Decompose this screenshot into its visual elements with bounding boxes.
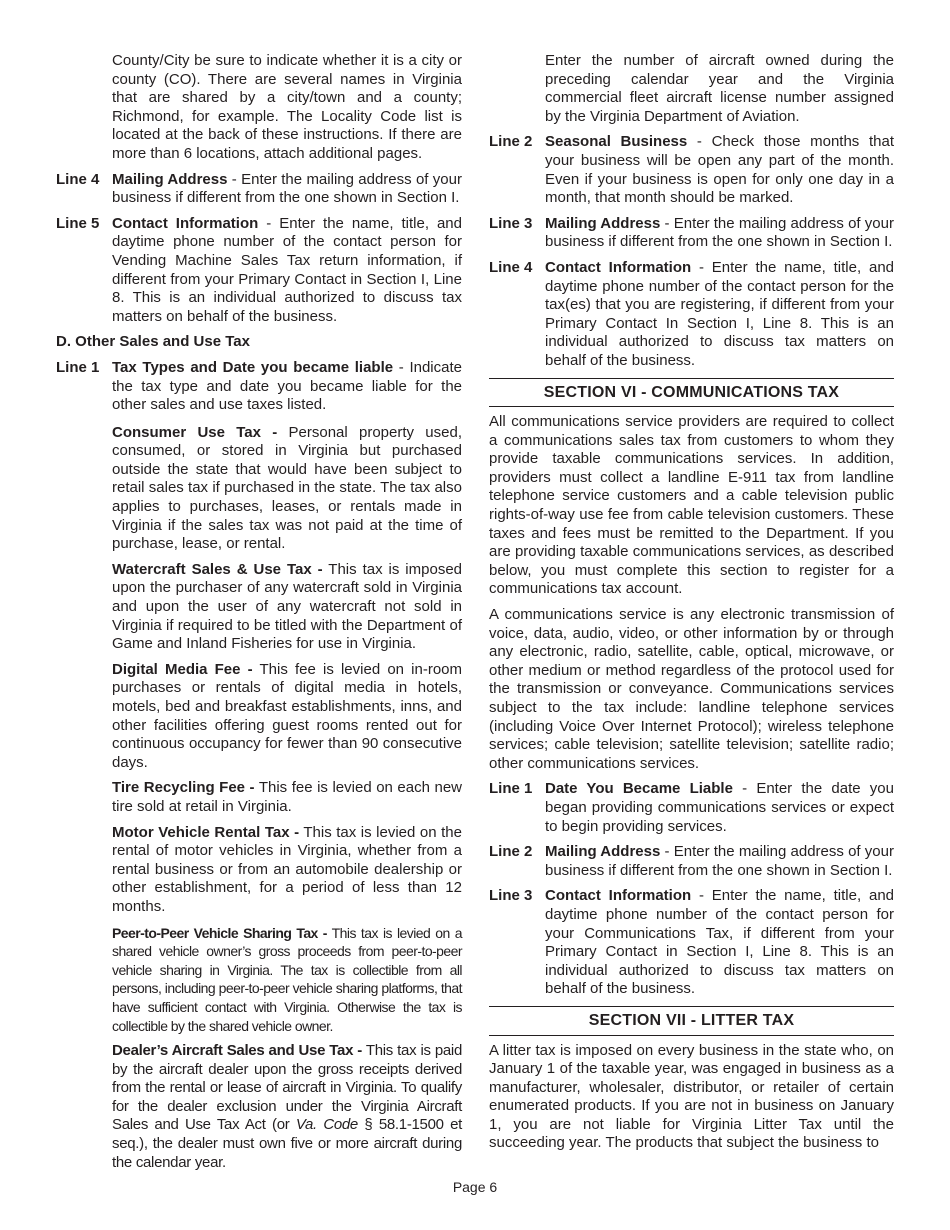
line-title: Mailing Address (112, 170, 228, 188)
code-reference: Va. Code (295, 1116, 358, 1134)
line-label: Line 3 (489, 887, 533, 905)
line-text (112, 171, 462, 208)
comm-line2-item (489, 843, 894, 880)
line-label: Line 3 (489, 214, 533, 232)
section-vii-heading: SECTION VII - LITTER TAX (489, 1006, 894, 1035)
tax-type-title: Dealer’s Aircraft Sales and Use Tax - (112, 1042, 362, 1060)
line-title: Tax Types and Date you became liable (112, 358, 394, 376)
tax-type-description: This tax is levied on a shared vehicle owner’s gross proceeds from peer-to-peer vehicle sharing in Virginia. The tax is collectible from all persons, including peer-to-peer vehicle sharing platforms, that have sufficient contact with Virginia. Otherwise the tax is collectible by the shared vehicle owner. (112, 924, 463, 1034)
line-label: Line 1 (489, 780, 533, 798)
line-description: - Enter the mailing address of your business if different from the one shown in Section I. (545, 843, 894, 879)
section-vi-heading: SECTION VI - COMMUNICATIONS TAX (489, 378, 894, 407)
line-description: - Enter the date you began providing communications services or expect to begin providing services. (545, 780, 894, 835)
motor-vehicle-rental-tax-paragraph (112, 824, 462, 917)
line-label: Line 5 (56, 214, 100, 232)
litter-tax-paragraph: A litter tax is imposed on every business in the state who, on January 1 of the taxable year, was engaged in business as a manufacturer, wholesaler, distributor, or retailer of certain enumerated products. If you are not in business on January 1, you are not liable for Virginia Litter Tax until the succeeding year. The products that subject the business to (489, 1035, 894, 1154)
right-line3-item (489, 215, 894, 252)
line-description: - Enter the name, title, and daytime phone number of the contact person for the tax(es) that you are registering, if different from your Primary Contact In Section I, Line 8. This is an individual authorized to discuss tax matters on behalf of the business. (545, 258, 894, 369)
line-description: - Enter the name, title, and daytime phone number of the contact person for Vending Machine Sales Tax return information, if different from your Primary Contact in Section I, Line 8. This is an individual authorized to discuss tax matters on behalf of the business. (112, 214, 462, 325)
line-description: - Enter the name, title, and daytime phone number of the contact person for your Communications Tax, if different from your Primary Contact in Section I, Line 8. This is an individual authorized to discuss tax matters on behalf of the business. (545, 887, 894, 998)
line-description: - Enter the mailing address of your business if different from the one shown in Section I. (545, 214, 894, 251)
communications-tax-paragraph-2: A communications service is any electronic transmission of voice, data, audio, video, or other information by or through any electronic, radio, satellite, cable, optical, microwave, or other medium or method regardless of the protocol used for the transmission or conveyance. Communications services subject to the tax include: landline telephone services (including Voice Over Internet Protocol); wireless telephone services; cable television; satellite television; satellite radio; other communications services. (489, 606, 894, 772)
tax-type-title: Peer-to-Peer Vehicle Sharing Tax - (112, 924, 327, 941)
line-title: Contact Information (545, 887, 692, 905)
tax-type-title: Watercraft Sales & Use Tax - (112, 560, 323, 578)
line-description: - Check those months that your business will be open any part of the month. Even if your business is open for only one day in a month, that month should be marked. (545, 133, 894, 207)
line-text (545, 887, 894, 999)
page-number: Page 6 (452, 1179, 498, 1195)
line-text (545, 215, 894, 252)
section-d-heading: D. Other Sales and Use Tax (56, 333, 250, 351)
tax-type-title: Motor Vehicle Rental Tax - (112, 823, 300, 841)
consumer-use-tax-paragraph (112, 424, 462, 554)
tax-type-description: This fee is levied on in-room purchases or rentals of digital media in hotels, motels, bed and breakfast establishments, inns, and other facilities offering guest rooms rented out for continuous occupancy for fewer than 90 consecutive days. (112, 660, 462, 771)
line-description: - Enter the mailing address of your business if different from the one shown in Section I. (112, 170, 462, 207)
line-title: Contact Information (545, 258, 692, 276)
line-label: Line 1 (56, 358, 100, 376)
line-text (545, 780, 894, 836)
line-title: Mailing Address (545, 843, 661, 861)
peer-to-peer-tax-paragraph (112, 924, 462, 1036)
line-title: Contact Information (112, 214, 259, 232)
left-column (56, 52, 462, 1172)
line-text (112, 215, 462, 327)
comm-line1-item (489, 780, 894, 836)
line-title: Date You Became Liable (545, 780, 733, 798)
line-label: Line 4 (56, 170, 100, 188)
line-text (112, 359, 462, 415)
right-line4-item (489, 259, 894, 371)
right-line2-item (489, 133, 894, 207)
tax-type-description: This tax is levied on the rental of motor vehicles in Virginia, whether from a rental business or from an automobile dealership or other establishment, for a period of less than 12 months. (112, 823, 462, 915)
tax-type-description: This fee is levied on each new tire sold at retail in Virginia. (112, 779, 462, 815)
dealer-aircraft-tax-paragraph (112, 1042, 462, 1172)
left-line4-item (56, 171, 462, 208)
line-title: Mailing Address (545, 214, 661, 232)
left-line1-item (56, 359, 462, 415)
line-text (545, 259, 894, 371)
line-text (545, 843, 894, 880)
comm-line3-item (489, 887, 894, 999)
line-text (545, 133, 894, 207)
aircraft-intro-paragraph: Enter the number of aircraft owned during the preceding calendar year and the Virginia commercial fleet aircraft license number assigned by the Virginia Department of Aviation. (545, 52, 894, 125)
tax-type-description: This tax is imposed upon the purchaser of any watercraft sold in Virginia and upon the user of any watercraft not sold in Virginia if required to be titled with the Department of Game and Inland Fisheries for use in Virginia. (112, 560, 462, 653)
tax-type-description-end: § 58.1-1500 et seq.), the dealer must own five or more aircraft during the calendar year. (112, 1116, 462, 1171)
locality-intro-paragraph: County/City be sure to indicate whether it is a city or county (CO). There are several names in Virginia that are shared by a city/town and a county; Richmond, for example. The Locality Code list is located at the back of these instructions. If there are more than 6 locations, attach additional pages. (112, 52, 462, 162)
digital-media-fee-paragraph (112, 661, 462, 773)
line-label: Line 4 (489, 258, 533, 276)
line-description: - Indicate the tax type and date you became liable for the other sales and use taxes listed. (112, 358, 462, 414)
tax-type-title: Tire Recycling Fee - (112, 779, 255, 797)
communications-tax-paragraph-1: All communications service providers are required to collect a communications sales tax from customers to whom they provide taxable communications services. In addition, providers must collect a landline E-911 tax from landline telephone service customers and a cable television public rights-of-way use fee from cable television customers. These taxes and fees must be remitted to the Department. If you are providing taxable communications services, as described below, you must complete this section to register for a communications tax account. (489, 406, 894, 599)
tax-type-description: Personal property used, consumed, or stored in Virginia but purchased outside the state that would have been subject to retail sales tax if purchased in the state. The tax also applies to purchases, leases, or rentals made in Virginia if the sales tax was not paid at the time of purchase, lease, or rental. (112, 423, 462, 553)
tax-type-title: Digital Media Fee - (112, 660, 253, 678)
tax-type-title: Consumer Use Tax - (112, 423, 278, 441)
right-column (489, 52, 894, 1153)
line-label: Line 2 (489, 133, 533, 151)
line-title: Seasonal Business (545, 133, 688, 151)
left-line5-item (56, 215, 462, 327)
tax-type-description: This tax is paid by the aircraft dealer upon the gross receipts derived from the rental or lease of aircraft in Virginia. To qualify for the dealer exclusion under the Virginia Aircraft Sales and Use Tax Act (or (112, 1042, 462, 1134)
line-label: Line 2 (489, 843, 533, 861)
watercraft-tax-paragraph (112, 561, 462, 654)
tire-recycling-fee-paragraph (112, 779, 462, 816)
